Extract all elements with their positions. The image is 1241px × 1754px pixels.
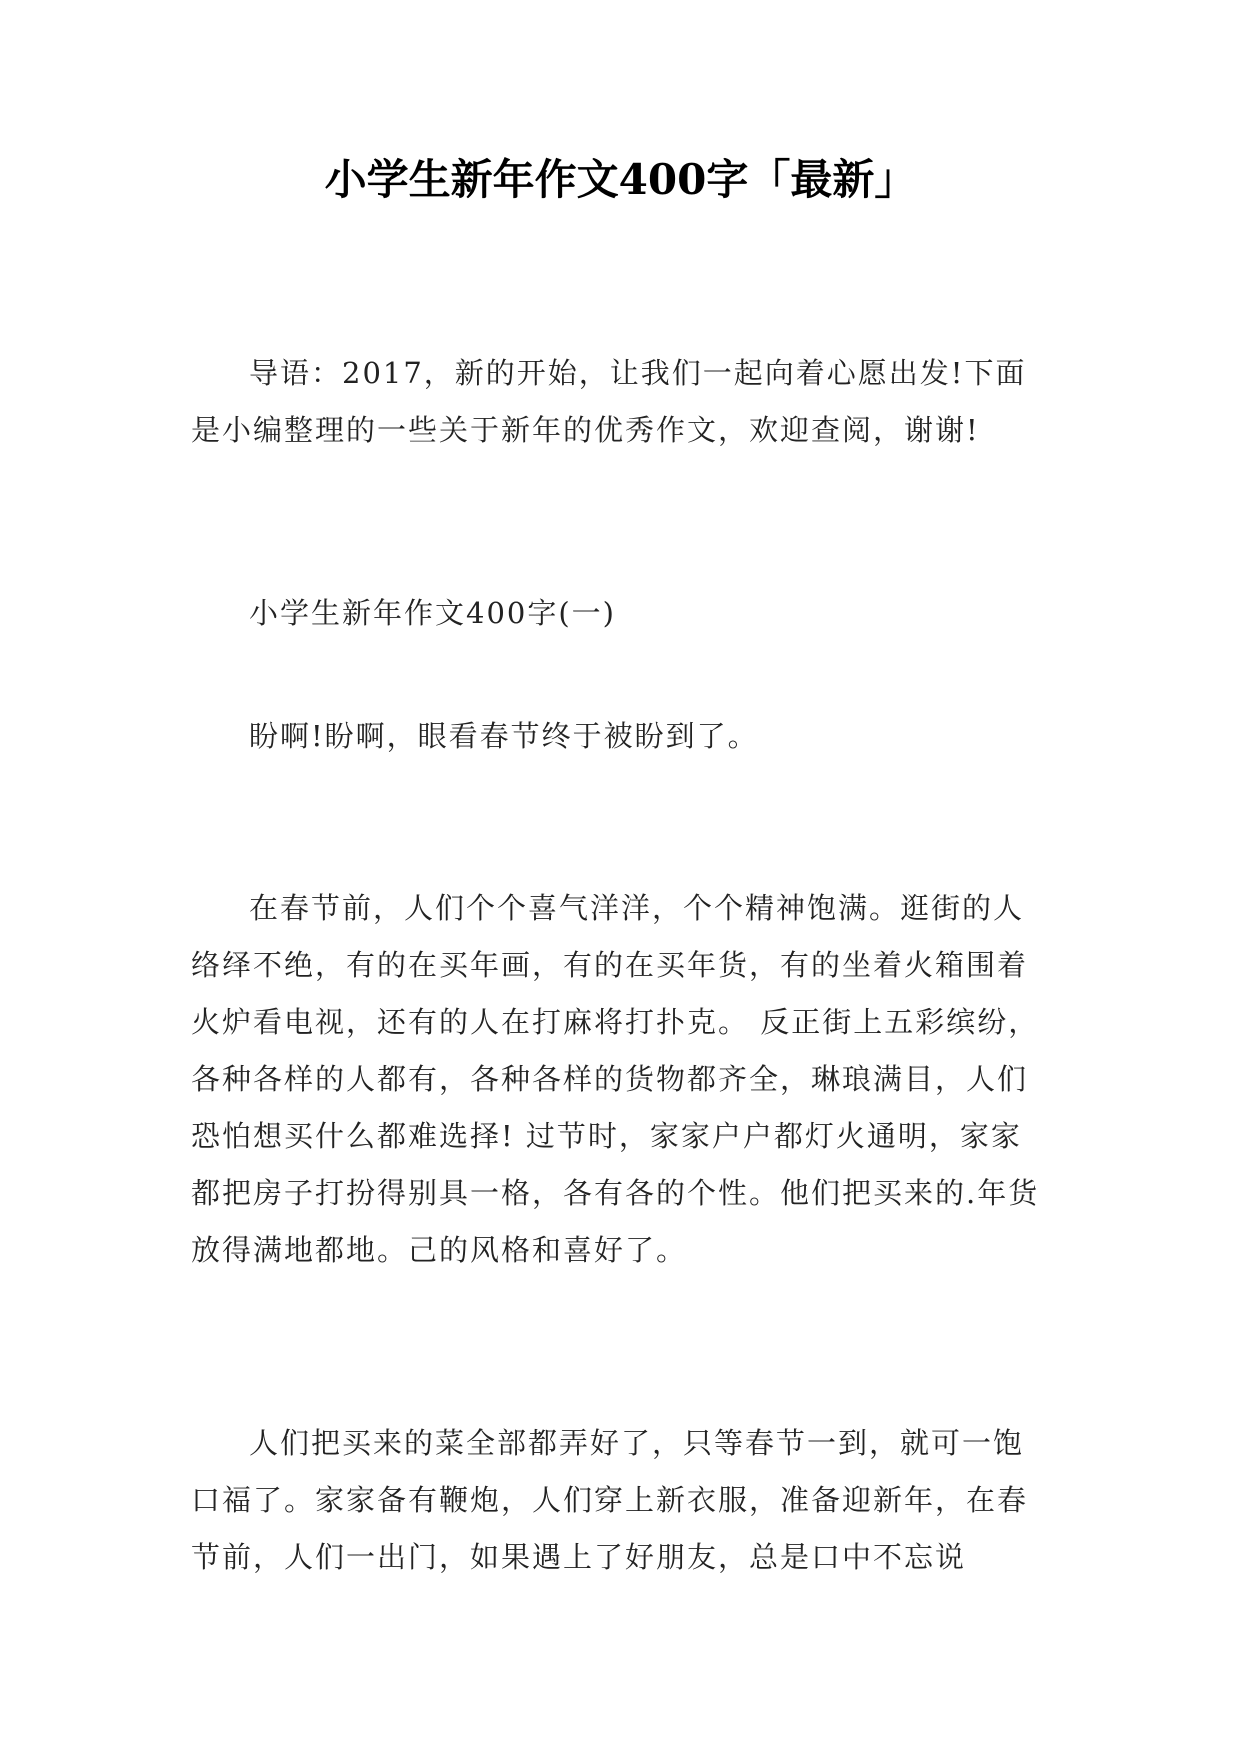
- section-heading: 小学生新年作文400字(一): [249, 596, 616, 630]
- body-paragraph: 人们把买来的菜全部都弄好了，只等春节一到，就可一饱口福了。家家备有鞭炮，人们穿上新衣服，准备迎新年，在春节前，人们一出门，如果遇上了好朋友，总是口中不忘说: [191, 1426, 1029, 1574]
- body-paragraph: 在春节前，人们个个喜气洋洋，个个精神饱满。逛街的人络绎不绝，有的在买年画，有的在买年货，有的坐着火箱围着火炉看电视，还有的人在打麻将打扑克。 反正街上五彩缤纷，各种各样的人都有，各种各样的货物都齐全，琳琅满目，人们恐怕想买什么都难选择! 过节时，家家户户都灯火通明，家家都把房子打扮得别具一格，各有各的个性。他们把买来的.年货放得满地都地。己的风格和喜好了。: [191, 891, 1040, 1267]
- intro-paragraph: 导语：2017，新的开始，让我们一起向着心愿出发!下面是小编整理的一些关于新年的优秀作文，欢迎查阅，谢谢!: [191, 356, 1027, 447]
- document-title: 小学生新年作文400字「最新」: [324, 155, 917, 204]
- body-paragraph: 盼啊!盼啊，眼看春节终于被盼到了。: [249, 719, 759, 753]
